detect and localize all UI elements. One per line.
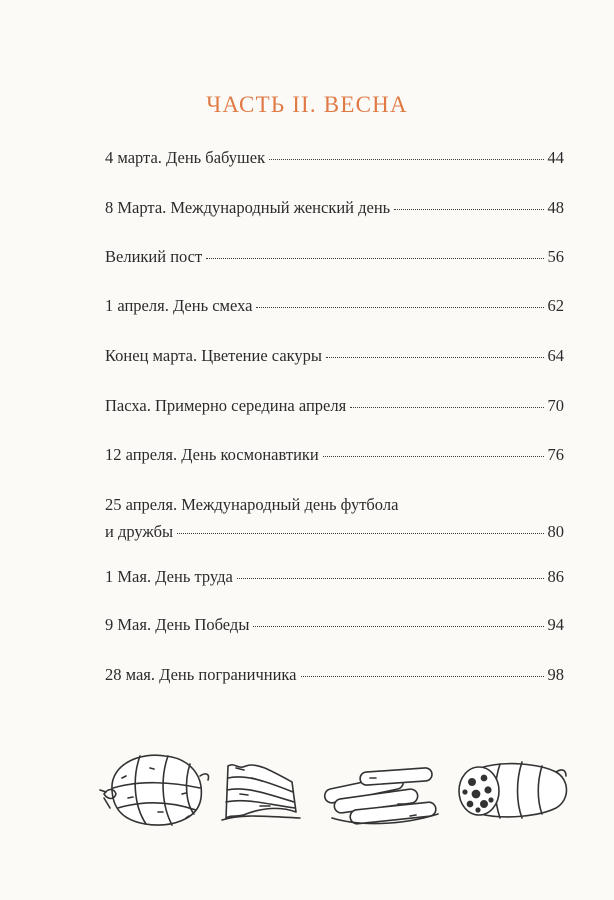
toc-entry[interactable] [105,197,564,219]
bacon-icon [222,765,300,820]
entry-title: 9 Мая. День Победы [105,615,250,634]
entry-page: 70 [547,396,564,415]
leader-dots [177,533,543,534]
entry-page: 56 [547,247,564,266]
entry-title: 25 апреля. Международный день футбола [105,495,399,514]
entry-title: 1 апреля. День смеха [105,296,253,315]
meat-illustrations [0,748,614,828]
toc-entry[interactable] [105,295,564,317]
entry-title-continued: и дружбы [105,522,174,541]
toc-entry[interactable] [105,345,564,367]
entry-page: 48 [547,198,564,217]
toc-entry[interactable] [105,395,564,417]
toc-entry[interactable] [105,494,564,543]
entry-title: Великий пост [105,247,203,266]
toc-entry[interactable] [105,444,564,466]
entry-title: 4 марта. День бабушек [105,148,266,167]
leader-dots [269,159,543,160]
entry-page: 94 [547,615,564,634]
toc-entry[interactable] [105,147,564,169]
entry-page: 86 [547,567,564,586]
entry-title: 12 апреля. День космонавтики [105,445,319,464]
leader-dots [394,209,543,210]
leader-dots [326,357,543,358]
toc-entry[interactable] [105,246,564,268]
entry-title: Конец марта. Цветение сакуры [105,346,323,365]
entry-title: 28 мая. День пограничника [105,665,297,684]
salami-icon [459,762,567,818]
entry-title: Пасха. Примерно середина апреля [105,396,347,415]
leader-dots [237,578,544,579]
leader-dots [206,258,543,259]
sausages-icon [323,768,438,825]
entry-title: 8 Марта. Международный женский день [105,198,391,217]
ham-icon [100,755,209,825]
toc-entry[interactable] [105,566,564,588]
toc-entry[interactable] [105,664,564,686]
section-heading: ЧАСТЬ II. ВЕСНА [206,92,408,117]
leader-dots [253,626,543,627]
leader-dots [350,407,543,408]
toc-entry[interactable] [105,614,564,636]
leader-dots [301,676,544,677]
leader-dots [256,307,543,308]
entry-page: 44 [547,148,564,167]
entry-title: 1 Мая. День труда [105,567,233,586]
leader-dots [323,456,544,457]
entry-page: 76 [547,445,564,464]
entry-page: 98 [547,665,564,684]
entry-page: 62 [547,296,564,315]
entry-page: 64 [547,346,564,365]
entry-page: 80 [547,522,564,541]
